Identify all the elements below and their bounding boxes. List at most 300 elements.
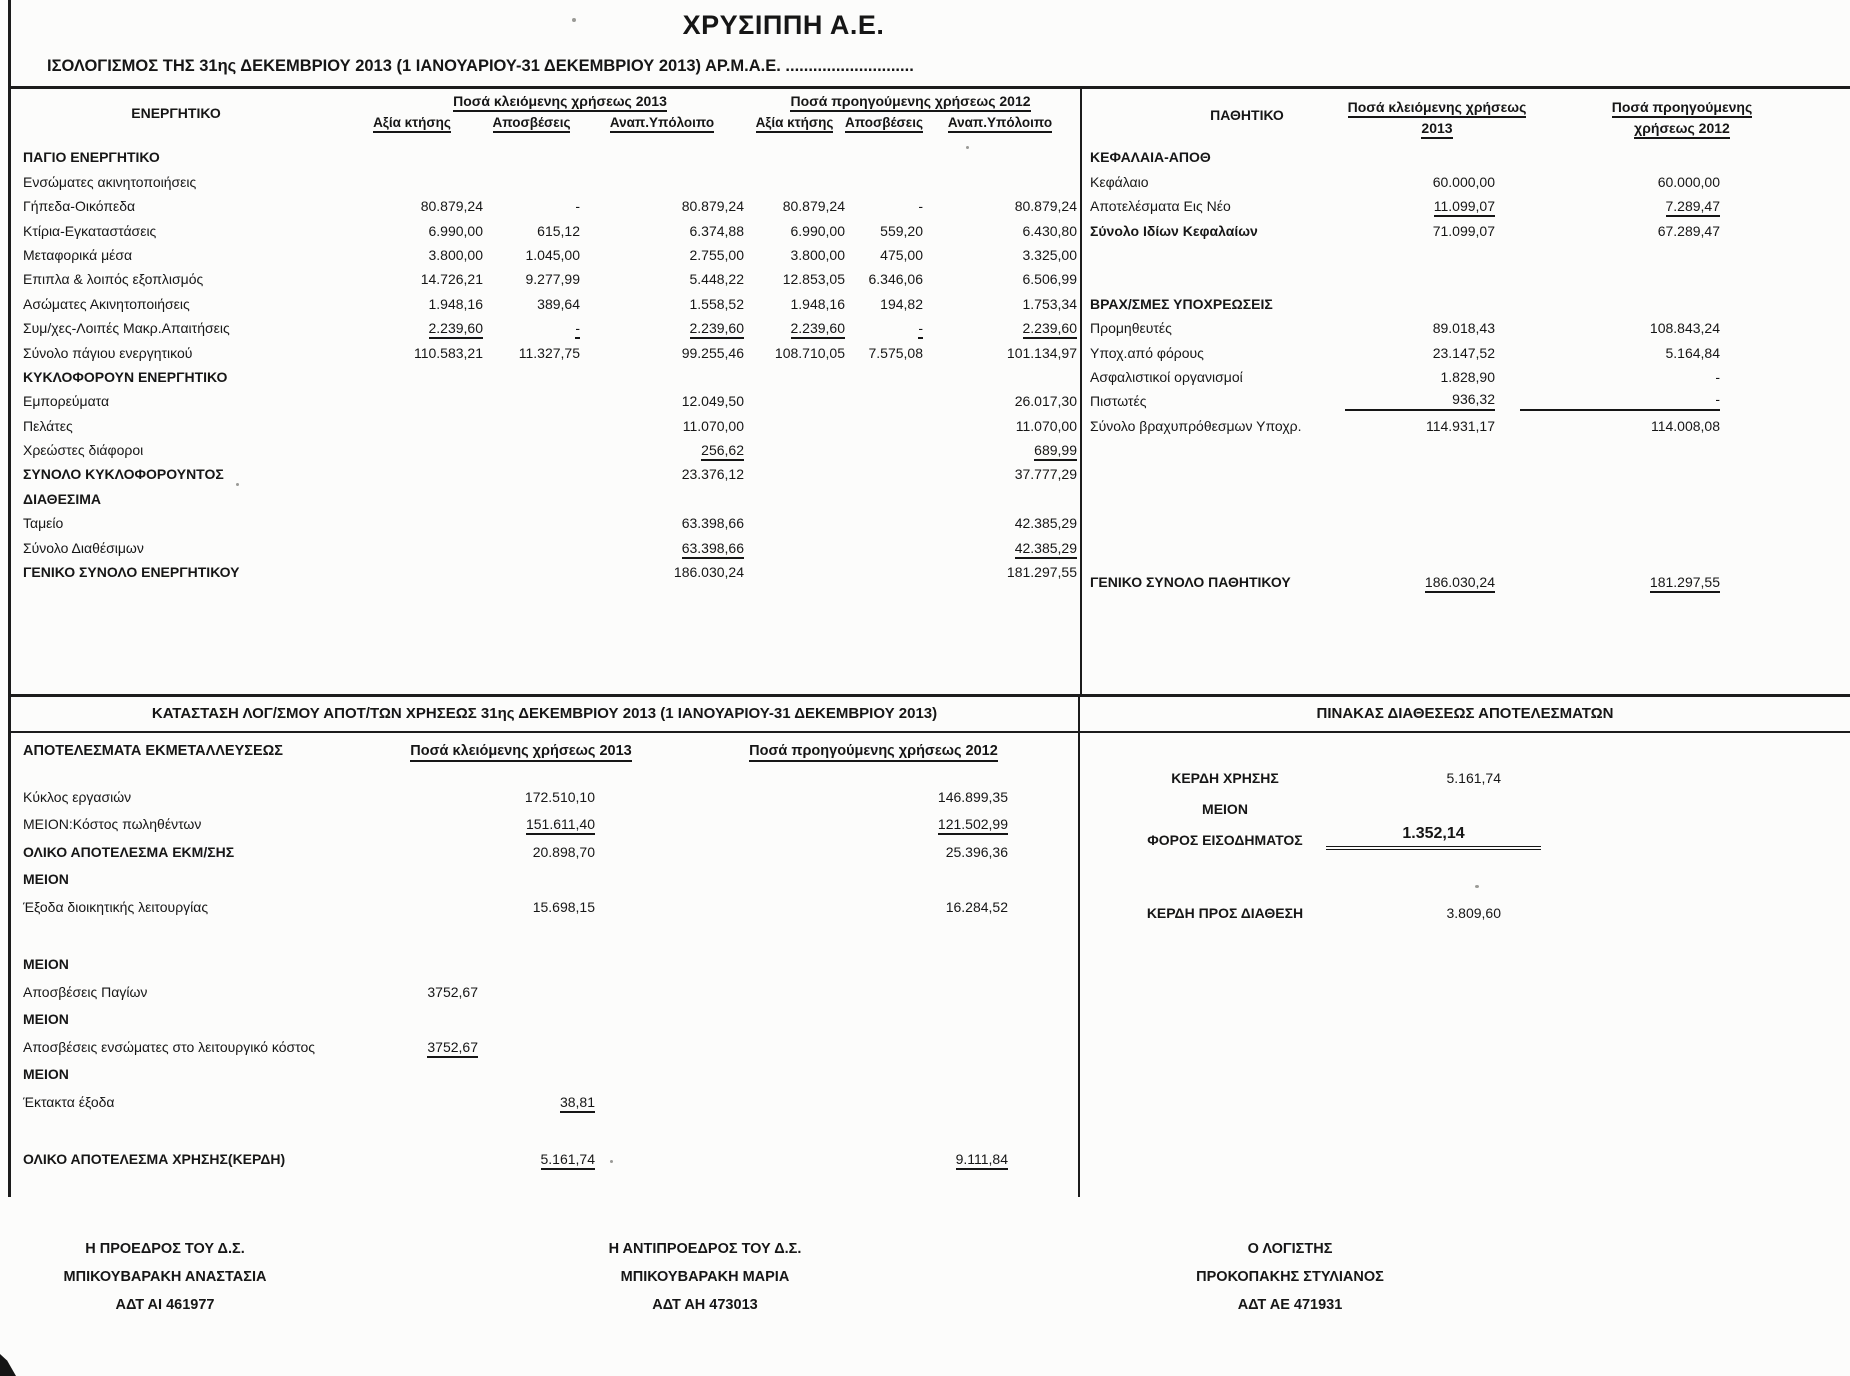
row-value bbox=[744, 343, 845, 363]
document-sheet bbox=[8, 0, 1850, 1197]
signature-name: ΜΠΙΚΟΥΒΑΡΑΚΗ ΑΝΑΣΤΑΣΙΑ bbox=[63, 1269, 267, 1286]
amount: 23.147,52 bbox=[1432, 344, 1495, 361]
amount: 37.777,29 bbox=[1014, 466, 1077, 483]
row-value bbox=[1495, 196, 1720, 216]
table-row bbox=[11, 1029, 1078, 1057]
amount: 2.239,60 bbox=[1023, 320, 1078, 339]
row-value bbox=[378, 1037, 478, 1057]
col-header-2013: Ποσά κλειόμενης χρήσεως 2013 bbox=[371, 743, 671, 779]
amount: 80.879,24 bbox=[1014, 198, 1077, 215]
assets-header bbox=[11, 89, 1080, 143]
row-value bbox=[478, 787, 595, 807]
row-value bbox=[478, 897, 595, 917]
table-row bbox=[1082, 167, 1850, 191]
row-label: ΠΑΓΙΟ ΕΝΕΡΓΗΤΙΚΟ bbox=[23, 149, 160, 166]
row-value bbox=[478, 1092, 595, 1112]
amount: 80.879,24 bbox=[681, 198, 744, 215]
income-statement-table bbox=[11, 779, 1078, 1169]
row-value bbox=[341, 221, 483, 241]
table-row bbox=[11, 338, 1080, 362]
table-row bbox=[11, 1002, 1078, 1030]
row-value bbox=[1495, 343, 1720, 363]
table-row bbox=[1082, 568, 1850, 592]
row-label: Επιπλα & λοιπός εξοπλισμός bbox=[23, 271, 204, 288]
row-value bbox=[341, 269, 483, 289]
amount: 80.879,24 bbox=[420, 198, 483, 215]
row-label: ΟΛΙΚΟ ΑΠΟΤΕΛΕΣΜΑ ΧΡΗΣΗΣ(ΚΕΡΔΗ) bbox=[23, 1151, 286, 1168]
row-value bbox=[923, 196, 1077, 216]
row-label: ΣΥΝΟΛΟ ΚΥΚΛΟΦΟΡΟΥΝΤΟΣ bbox=[23, 466, 224, 483]
amount: 80.879,24 bbox=[782, 198, 845, 215]
amount: 108.843,24 bbox=[1649, 320, 1720, 337]
col-header: Αποσβέσεις bbox=[483, 115, 580, 130]
amount: 2.239,60 bbox=[690, 320, 745, 339]
col-header: Αξία κτήσης bbox=[744, 115, 845, 130]
lower-section-headers bbox=[11, 697, 1850, 733]
table-row bbox=[11, 143, 1080, 167]
amount: 108.710,05 bbox=[774, 344, 845, 361]
row-value bbox=[1370, 903, 1501, 923]
row-value bbox=[580, 343, 744, 363]
amount: 60.000,00 bbox=[1657, 173, 1720, 190]
row-value bbox=[478, 842, 595, 862]
row-value bbox=[341, 343, 483, 363]
amount: 114.008,08 bbox=[1650, 417, 1720, 434]
company-title: ΧΡΥΣΙΠΠΗ Α.Ε. bbox=[682, 10, 885, 40]
row-label: ΔΙΑΘΕΣΙΜΑ bbox=[23, 490, 101, 507]
signature-accountant bbox=[1110, 1235, 1470, 1319]
row-value bbox=[845, 294, 923, 314]
row-label: Προμηθευτές bbox=[1090, 320, 1172, 337]
table-row bbox=[11, 889, 1078, 917]
row-value bbox=[580, 196, 744, 216]
amount: 6.990,00 bbox=[428, 222, 483, 239]
table-row bbox=[1082, 533, 1850, 557]
table-row bbox=[1082, 143, 1850, 167]
row-label: ΜΕΙΟΝ bbox=[23, 1011, 69, 1028]
amount: 5.161,74 bbox=[541, 1151, 596, 1170]
row-value bbox=[580, 391, 744, 411]
assets-panel bbox=[11, 89, 1082, 694]
amount: 15.698,15 bbox=[532, 898, 595, 915]
table-row bbox=[11, 363, 1080, 387]
table-row bbox=[11, 289, 1080, 313]
amount: 936,32 bbox=[1452, 391, 1495, 408]
row-value bbox=[923, 416, 1077, 436]
amount: - bbox=[575, 198, 580, 215]
scan-speck bbox=[610, 1160, 613, 1163]
income-statement-header bbox=[11, 733, 1078, 779]
row-value bbox=[923, 391, 1077, 411]
amount: 1.828,90 bbox=[1440, 368, 1495, 385]
table-row bbox=[11, 558, 1080, 582]
row-label: ΜΕΙΟΝ:Κόστος πωληθέντων bbox=[23, 816, 202, 833]
row-value bbox=[580, 538, 744, 558]
table-row bbox=[1082, 484, 1850, 508]
amount: 7.289,47 bbox=[1666, 198, 1721, 217]
amount: 63.398,66 bbox=[681, 515, 744, 532]
row-value bbox=[341, 318, 483, 338]
amount: 559,20 bbox=[880, 222, 923, 239]
row-label: ΚΕΡΔΗ ΧΡΗΣΗΣ bbox=[1171, 770, 1279, 787]
signature-vice-president bbox=[540, 1235, 870, 1319]
amount: 615,12 bbox=[537, 222, 580, 239]
row-value bbox=[1326, 824, 1541, 850]
row-value bbox=[580, 269, 744, 289]
row-label: Αποσβέσεις ενσώματες στο λειτουργικό κόστος bbox=[23, 1038, 316, 1055]
row-label: ΚΥΚΛΟΦΟΡΟΥΝ ΕΝΕΡΓΗΤΙΚΟ bbox=[23, 368, 228, 385]
amount: 1.558,52 bbox=[689, 295, 744, 312]
signature-blocks bbox=[0, 1235, 1850, 1319]
amount: 38,81 bbox=[560, 1094, 595, 1113]
row-value bbox=[483, 343, 580, 363]
table-row bbox=[11, 1057, 1078, 1085]
row-value bbox=[923, 221, 1077, 241]
amount: 6.430,80 bbox=[1022, 222, 1077, 239]
table-row bbox=[11, 533, 1080, 557]
row-value bbox=[923, 294, 1077, 314]
row-value bbox=[1495, 172, 1720, 192]
amount: - bbox=[918, 320, 923, 339]
table-row bbox=[11, 387, 1080, 411]
amount: 11.099,07 bbox=[1434, 198, 1495, 217]
table-row bbox=[11, 216, 1080, 240]
row-value bbox=[580, 440, 744, 460]
income-statement-panel bbox=[11, 733, 1080, 1197]
row-label: ΜΕΙΟΝ bbox=[23, 1066, 69, 1083]
row-label: Έκτακτα έξοδα bbox=[23, 1093, 115, 1110]
row-label: Ασφαλιστικοί οργανισμοί bbox=[1090, 368, 1243, 385]
row-value bbox=[341, 245, 483, 265]
amount: 11.070,00 bbox=[1015, 417, 1077, 434]
row-value bbox=[923, 245, 1077, 265]
row-value bbox=[483, 221, 580, 241]
statement-title: ΙΣΟΛΟΓΙΣΜΟΣ ΤΗΣ 31ης ΔΕΚΕΜΒΡΙΟΥ 2013 (1 ΙΑΝΟΥΑΡΙΟΥ-31 ΔΕΚΕΜΒΡΙΟΥ 2013) ΑΡ.Μ.Α.Ε. ............................ bbox=[47, 57, 914, 75]
table-row bbox=[11, 862, 1078, 890]
row-label: Υποχ.από φόρους bbox=[1090, 344, 1204, 361]
row-label: ΟΛΙΚΟ ΑΠΟΤΕΛΕΣΜΑ ΕΚΜ/ΣΗΣ bbox=[23, 843, 235, 860]
row-value bbox=[1414, 172, 1495, 192]
row-value bbox=[1414, 416, 1495, 436]
row-value bbox=[483, 269, 580, 289]
amount: 9.111,84 bbox=[956, 1151, 1008, 1170]
amount: 12.049,50 bbox=[681, 393, 744, 410]
row-value bbox=[1495, 416, 1720, 436]
col-header: Αξία κτήσης bbox=[341, 115, 483, 130]
amount: 60.000,00 bbox=[1432, 173, 1495, 190]
amount: 172.510,10 bbox=[524, 788, 595, 805]
row-label: Κύκλος εργασιών bbox=[23, 788, 132, 805]
table-row bbox=[1082, 241, 1850, 265]
table-row bbox=[11, 947, 1078, 975]
col-header-2013: Ποσά κλειόμενης χρήσεως 2013 bbox=[1337, 97, 1537, 139]
amount: 11.070,00 bbox=[682, 417, 744, 434]
row-label: ΒΡΑΧ/ΣΜΕΣ ΥΠΟΧΡΕΩΣΕΙΣ bbox=[1090, 295, 1273, 312]
signature-role: Η ΠΡΟΕΔΡΟΣ ΤΟΥ Δ.Σ. bbox=[85, 1241, 245, 1258]
amount: 63.398,66 bbox=[682, 540, 744, 559]
amount: 475,00 bbox=[880, 246, 923, 263]
row-label: ΜΕΙΟΝ bbox=[1202, 801, 1248, 818]
row-label: Έξοδα διοικητικής λειτουργίας bbox=[23, 898, 209, 915]
appropriation-table bbox=[1080, 757, 1850, 923]
amount: 3.325,00 bbox=[1022, 246, 1077, 263]
amount: 99.255,46 bbox=[681, 344, 744, 361]
amount: 5.161,74 bbox=[1446, 770, 1501, 787]
row-label: Κτίρια-Εγκαταστάσεις bbox=[23, 222, 157, 239]
table-row bbox=[11, 314, 1080, 338]
row-value bbox=[595, 814, 1078, 834]
row-value bbox=[845, 269, 923, 289]
row-value bbox=[1414, 343, 1495, 363]
table-row bbox=[1082, 411, 1850, 435]
table-row bbox=[11, 779, 1078, 807]
row-value bbox=[744, 294, 845, 314]
row-value bbox=[845, 245, 923, 265]
row-value bbox=[1414, 196, 1495, 216]
table-row bbox=[11, 265, 1080, 289]
amount: 194,82 bbox=[880, 295, 923, 312]
amount: 5.448,22 bbox=[689, 271, 744, 288]
row-label: Ταμείο bbox=[23, 515, 64, 532]
scan-speck bbox=[1475, 885, 1479, 888]
signature-id: ΑΔΤ ΑΗ 473013 bbox=[652, 1297, 758, 1314]
row-value bbox=[483, 196, 580, 216]
amount: - bbox=[1715, 391, 1720, 408]
row-value bbox=[744, 221, 845, 241]
row-label: ΚΕΦΑΛΑΙΑ-ΑΠΟΘ bbox=[1090, 149, 1211, 166]
row-value bbox=[580, 513, 744, 533]
scan-speck bbox=[572, 18, 576, 22]
col-header-2012: Ποσά προηγούμενης χρήσεως 2012 bbox=[1602, 97, 1762, 139]
amount: 20.898,70 bbox=[532, 843, 595, 860]
amount: 16.284,52 bbox=[945, 898, 1008, 915]
table-row bbox=[11, 167, 1080, 191]
amount: 42.385,29 bbox=[1014, 515, 1077, 532]
row-value bbox=[580, 416, 744, 436]
amount: 5.164,84 bbox=[1665, 344, 1720, 361]
row-value bbox=[923, 269, 1077, 289]
signature-role: Ο ΛΟΓΙΣΤΗΣ bbox=[1247, 1241, 1333, 1258]
amount: 3752,67 bbox=[427, 983, 478, 1000]
liabilities-header bbox=[1082, 89, 1850, 143]
amount: 67.289,47 bbox=[1657, 222, 1720, 239]
amount: 114.931,17 bbox=[1425, 417, 1495, 434]
row-value bbox=[1495, 318, 1720, 338]
amount: 181.297,55 bbox=[1006, 564, 1077, 581]
row-label: Γήπεδα-Οικόπεδα bbox=[23, 198, 136, 215]
scan-speck bbox=[966, 146, 969, 149]
table-row bbox=[11, 1142, 1078, 1170]
row-value bbox=[580, 318, 744, 338]
liabilities-title: ΠΑΘΗΤΙΚΟ bbox=[1210, 107, 1284, 123]
col-header: Αποσβέσεις bbox=[845, 115, 923, 130]
col-header-2012: Ποσά προηγούμενης χρήσεως 2012 bbox=[741, 743, 1006, 779]
table-row bbox=[11, 436, 1080, 460]
amount: 14.726,21 bbox=[420, 271, 483, 288]
amount: 3.800,00 bbox=[790, 246, 845, 263]
row-label: Πελάτες bbox=[23, 417, 73, 434]
amount: 3752,67 bbox=[427, 1039, 478, 1058]
table-row bbox=[11, 834, 1078, 862]
amount: 181.297,55 bbox=[1650, 574, 1720, 593]
liabilities-panel bbox=[1082, 89, 1850, 694]
table-row bbox=[11, 807, 1078, 835]
row-value bbox=[923, 343, 1077, 363]
row-value bbox=[845, 196, 923, 216]
appropriation-panel bbox=[1080, 733, 1850, 1197]
income-statement-title: ΚΑΤΑΣΤΑΣΗ ΛΟΓ/ΣΜΟΥ ΑΠΟΤ/ΤΩΝ ΧΡΗΣΕΩΣ 31ης ΔΕΚΕΜΒΡΙΟΥ 2013 (1 ΙΑΝΟΥΑΡΙΟΥ-31 ΔΕΚΕΜΒΡΙΟΥ 2013) bbox=[11, 697, 1080, 733]
amount: 1.948,16 bbox=[428, 295, 483, 312]
table-row bbox=[11, 1084, 1078, 1112]
amount: 42.385,29 bbox=[1015, 540, 1077, 559]
liabilities-table bbox=[1082, 143, 1850, 592]
amount: 9.277,99 bbox=[525, 271, 580, 288]
row-label: Σύνολο βραχυπρόθεσμων Υποχρ. bbox=[1090, 417, 1302, 434]
row-label: Ενσώματες ακινητοποιήσεις bbox=[23, 173, 197, 190]
table-row bbox=[1082, 338, 1850, 362]
row-value bbox=[744, 269, 845, 289]
table-row bbox=[1082, 265, 1850, 289]
signature-id: ΑΔΤ ΑΕ 471931 bbox=[1237, 1297, 1343, 1314]
row-label: ΓΕΝΙΚΟ ΣΥΝΟΛΟ ΠΑΘΗΤΙΚΟΥ bbox=[1090, 574, 1291, 591]
row-value bbox=[595, 1149, 1078, 1169]
appropriation-title: ΠΙΝΑΚΑΣ ΔΙΑΘΕΣΕΩΣ ΑΠΟΤΕΛΕΣΜΑΤΩΝ bbox=[1080, 697, 1850, 733]
row-label: Χρεώστες διάφοροι bbox=[23, 442, 144, 459]
table-row bbox=[1080, 819, 1850, 850]
row-label: Σύνολο πάγιου ενεργητικού bbox=[23, 344, 193, 361]
row-value bbox=[923, 538, 1077, 558]
row-label: Εμπορεύματα bbox=[23, 393, 110, 410]
row-value bbox=[1495, 221, 1720, 241]
row-value bbox=[478, 1149, 595, 1169]
signature-name: ΠΡΟΚΟΠΑΚΗΣ ΣΤΥΛΙΑΝΟΣ bbox=[1196, 1269, 1384, 1286]
amount: 186.030,24 bbox=[1425, 574, 1495, 593]
amount: 1.045,00 bbox=[525, 246, 580, 263]
amount: - bbox=[1715, 368, 1720, 385]
row-value bbox=[845, 343, 923, 363]
row-value bbox=[845, 318, 923, 338]
row-value bbox=[483, 245, 580, 265]
table-row bbox=[1080, 892, 1850, 923]
amount: 6.990,00 bbox=[790, 222, 845, 239]
amount: 146.899,35 bbox=[937, 788, 1008, 805]
amount: 6.506,99 bbox=[1022, 271, 1077, 288]
table-row bbox=[11, 192, 1080, 216]
row-value bbox=[1520, 389, 1720, 411]
amount: 1.753,34 bbox=[1022, 295, 1077, 312]
table-row bbox=[1082, 192, 1850, 216]
amount: 2.239,60 bbox=[429, 320, 484, 339]
row-value bbox=[923, 513, 1077, 533]
row-label: Αποσβέσεις Παγίων bbox=[23, 983, 148, 1000]
assets-table bbox=[11, 143, 1080, 582]
row-value bbox=[923, 440, 1077, 460]
amount: 110.583,21 bbox=[413, 344, 483, 361]
amount: 7.575,08 bbox=[868, 344, 923, 361]
amount: 101.134,97 bbox=[1006, 344, 1077, 361]
amount: 689,99 bbox=[1034, 442, 1077, 461]
signature-id: ΑΔΤ ΑΙ 461977 bbox=[115, 1297, 215, 1314]
amount: - bbox=[575, 320, 580, 339]
assets-title: ΕΝΕΡΓΗΤΙΚΟ bbox=[131, 105, 221, 121]
row-value bbox=[1370, 768, 1501, 788]
row-value bbox=[1414, 572, 1495, 592]
row-label: Μεταφορικά μέσα bbox=[23, 246, 133, 263]
amount: 186.030,24 bbox=[673, 564, 744, 581]
row-label: ΦΟΡΟΣ ΕΙΣΟΔΗΜΑΤΟΣ bbox=[1147, 832, 1303, 849]
results-heading: ΑΠΟΤΕΛΕΣΜΑΤΑ ΕΚΜΕΤΑΛΛΕΥΣΕΩΣ bbox=[23, 743, 283, 760]
row-value bbox=[1414, 318, 1495, 338]
row-value bbox=[595, 787, 1078, 807]
table-row bbox=[1082, 363, 1850, 387]
row-label: Κεφάλαιο bbox=[1090, 173, 1149, 190]
table-row bbox=[1082, 509, 1850, 533]
amount: 151.611,40 bbox=[526, 816, 595, 835]
row-value bbox=[1414, 221, 1495, 241]
row-label: Σύνολο Ιδίων Κεφαλαίων bbox=[1090, 222, 1258, 239]
row-value bbox=[923, 464, 1077, 484]
signature-name: ΜΠΙΚΟΥΒΑΡΑΚΗ ΜΑΡΙΑ bbox=[620, 1269, 790, 1286]
scan-speck bbox=[236, 483, 239, 486]
table-row bbox=[11, 460, 1080, 484]
amount: 89.018,43 bbox=[1432, 320, 1495, 337]
amount: 3.800,00 bbox=[428, 246, 483, 263]
col-header: Αναπ.Υπόλοιπο bbox=[923, 115, 1077, 130]
amount: 256,62 bbox=[701, 442, 744, 461]
row-value bbox=[1495, 367, 1720, 387]
table-row bbox=[1080, 788, 1850, 819]
assets-group-2013: Ποσά κλειόμενης χρήσεως 2013 bbox=[341, 93, 744, 109]
table-row bbox=[1082, 436, 1850, 460]
row-value bbox=[378, 982, 478, 1002]
row-label: ΜΕΙΟΝ bbox=[23, 956, 69, 973]
amount: 23.376,12 bbox=[681, 466, 744, 483]
table-row bbox=[1082, 216, 1850, 240]
col-header: Αναπ.Υπόλοιπο bbox=[580, 115, 744, 130]
amount: - bbox=[918, 198, 923, 215]
row-label: Πιστωτές bbox=[1090, 393, 1147, 410]
table-row bbox=[1082, 289, 1850, 313]
row-label: Σύνολο Διαθέσιμων bbox=[23, 539, 144, 556]
table-row bbox=[11, 411, 1080, 435]
row-label: ΚΕΡΔΗ ΠΡΟΣ ΔΙΑΘΕΣΗ bbox=[1146, 905, 1304, 922]
amount: 12.853,05 bbox=[782, 271, 845, 288]
row-label: Συμ/χες-Λοιπές Μακρ.Απαιτήσεις bbox=[23, 320, 230, 337]
row-value bbox=[478, 814, 595, 834]
table-row bbox=[11, 974, 1078, 1002]
amount: 1.948,16 bbox=[790, 295, 845, 312]
assets-subheaders bbox=[341, 115, 1080, 130]
amount: 1.352,14 bbox=[1402, 825, 1465, 843]
signature-president bbox=[0, 1235, 330, 1319]
table-row bbox=[11, 509, 1080, 533]
row-label: Ασώματες Ακινητοποιήσεις bbox=[23, 295, 190, 312]
scan-corner-mark bbox=[0, 1354, 16, 1376]
amount: 389,64 bbox=[537, 295, 580, 312]
row-value bbox=[341, 196, 483, 216]
row-label: Αποτελέσματα Εις Νέο bbox=[1090, 198, 1231, 215]
row-value bbox=[1495, 572, 1720, 592]
table-row bbox=[1082, 460, 1850, 484]
row-value bbox=[1345, 389, 1495, 411]
row-value bbox=[595, 842, 1078, 862]
row-value bbox=[580, 464, 744, 484]
table-row bbox=[11, 241, 1080, 265]
row-value bbox=[845, 221, 923, 241]
row-label: ΜΕΙΟΝ bbox=[23, 871, 69, 888]
row-value bbox=[341, 294, 483, 314]
assets-group-2012: Ποσά προηγούμενης χρήσεως 2012 bbox=[744, 93, 1077, 109]
